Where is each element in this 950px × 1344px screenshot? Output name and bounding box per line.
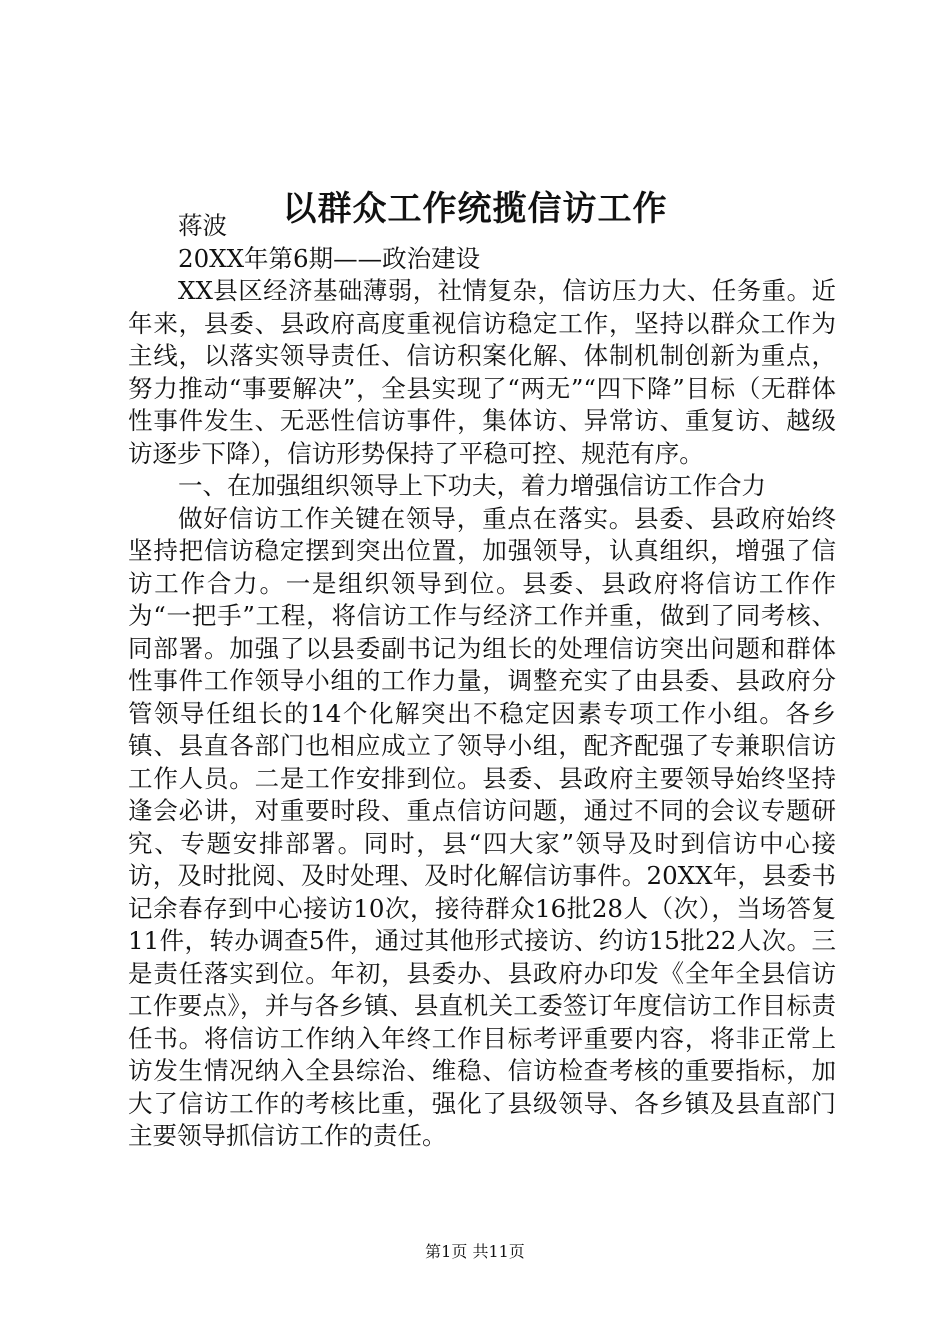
document-title: 以群众工作统揽信访工作	[282, 189, 668, 229]
section-heading-1: 一、在加强组织领导上下功夫，着力增强信访工作合力	[178, 471, 766, 500]
paragraph-section-1: 做好信访工作关键在领导，重点在落实。县委、县政府始终坚持把信访稳定摆到突出位置，加强领导，认真组织，增强了信访工作合力。一是组织领导到位。县委、县政府将信访工作作为“一把手”工程，将信访工作与经济工作并重，做到了同考核、同部署。加强了以县委副书记为组长的处理信访突出问题和群体性事件工作领导小组的工作力量，调整充实了由县委、县政府分管领导任组长的14个化解突出不稳定因素专项工作小组。各乡镇、县直各部门也相应成立了领导小组，配齐配强了专兼职信访工作人员。二是工作安排到位。县委、县政府主要领导始终坚持逢会必讲，对重要时段、重点信访问题，通过不同的会议专题研究、专题安排部署。同时，县“四大家”领导及时到信访中心接访，及时批阅、及时处理、及时化解信访事件。20XX年，县委书记余春存到中心接访10次，接待群众16批28人（次），当场答复11件，转办调查5件，通过其他形式接访、约访15批22人次。三是责任落实到位。年初，县委办、县政府办印发《全年全县信访工作要点》，并与各乡镇、县直机关工委签订年度信访工作目标责任书。将信访工作纳入年终工作目标考评重要内容，将非正常上访发生情况纳入全县综治、维稳、信访检查考核的重要指标，加大了信访工作的考核比重，强化了县级领导、各乡镇及县直部门主要领导抓信访工作的责任。	[128, 503, 836, 1150]
author-line: 蒋波	[178, 211, 227, 240]
page-footer: 第1页 共11页	[425, 1242, 525, 1261]
issue-line: 20XX年第6期——政治建设	[178, 243, 481, 273]
paragraph-intro: XX县区经济基础薄弱，社情复杂，信访压力大、任务重。近年来，县委、县政府高度重视信访稳定工作，坚持以群众工作为主线，以落实领导责任、信访积案化解、体制机制创新为重点，努力推动“事要解决”，全县实现了“两无”“四下降”目标（无群体性事件发生、无恶性信访事件，集体访、异常访、重复访、越级访逐步下降），信访形势保持了平稳可控、规范有序。	[128, 276, 836, 468]
document-body	[128, 210, 836, 1153]
